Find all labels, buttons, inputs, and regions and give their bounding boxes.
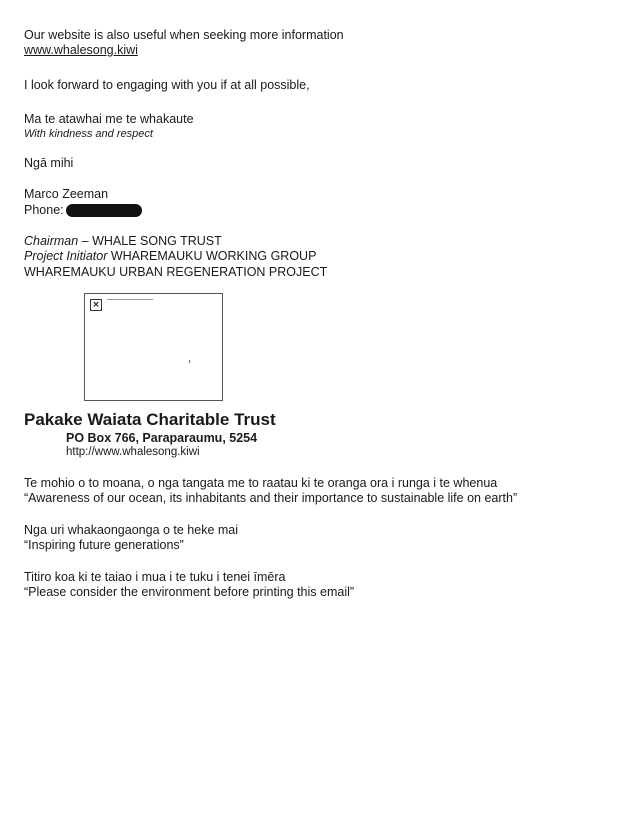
- motto-3-maori: Titiro koa ki te taiao i mua i te tuku i tenei īmēra: [24, 570, 286, 584]
- redacted-phone-number: [66, 204, 142, 217]
- trust-address: PO Box 766, Paraparaumu, 5254: [66, 431, 258, 445]
- english-closing: With kindness and respect: [24, 128, 153, 140]
- broken-image-icon: ×: [90, 299, 102, 311]
- motto-2-english: “Inspiring future generations”: [24, 538, 184, 552]
- role-title-initiator: Project Initiator: [24, 249, 108, 263]
- role-project-initiator: [24, 249, 316, 264]
- motto-2-maori: Nga uri whakaongaonga o te heke mai: [24, 523, 239, 537]
- signer-name: Marco Zeeman: [24, 187, 109, 201]
- trust-name: Pakake Waiata Charitable Trust: [24, 410, 276, 429]
- website-link[interactable]: www.whalesong.kiwi: [24, 43, 138, 57]
- role-org-whale-song: – WHALE SONG TRUST: [78, 234, 222, 248]
- closing-remark: I look forward to engaging with you if at all possible,: [24, 78, 310, 92]
- greeting-thanks: Ngā mihi: [24, 156, 74, 170]
- website-info-text: Our website is also useful when seeking more information: [24, 28, 344, 42]
- role-chairman: [24, 234, 222, 249]
- role-org-working-group: WHAREMAUKU WORKING GROUP: [107, 249, 317, 263]
- image-caption-line: [107, 299, 153, 300]
- trust-url[interactable]: http://www.whalesong.kiwi: [66, 446, 200, 458]
- role-regeneration-project: WHAREMAUKU URBAN REGENERATION PROJECT: [24, 265, 328, 279]
- phone-label: Phone:: [24, 203, 64, 217]
- maori-closing: Ma te atawhai me te whakaute: [24, 112, 194, 126]
- motto-1-english: “Awareness of our ocean, its inhabitants and their importance to sustainable life on earth”: [24, 491, 518, 505]
- role-title-chairman: Chairman: [24, 234, 79, 248]
- image-placeholder: [84, 293, 223, 401]
- motto-3-english: “Please consider the environment before printing this email”: [24, 585, 355, 599]
- phone-line: [24, 203, 142, 218]
- image-mark: [189, 360, 190, 363]
- motto-1-maori: Te mohio o to moana, o nga tangata me to raatau ki te oranga ora i runga i te whenua: [24, 476, 498, 490]
